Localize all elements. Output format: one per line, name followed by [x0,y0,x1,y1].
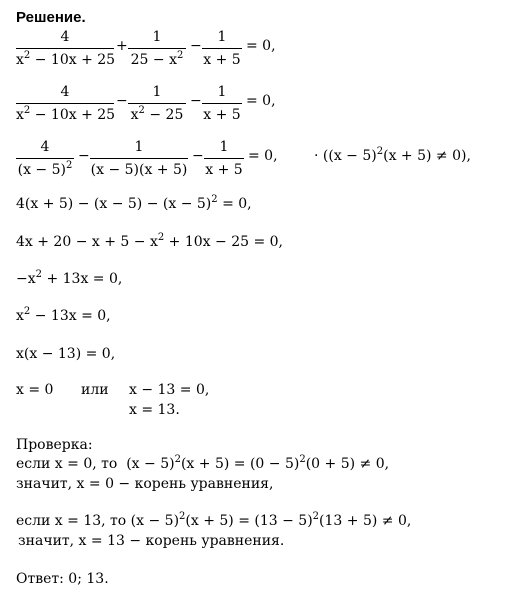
equation-step-5: $4x + 20 - x + 5 - x^2 + 10x - 25 = 0$, [16,232,283,250]
numerator: 1 [219,139,229,155]
check-case-2-conclusion: значит, x = 13 − корень уравнения. [18,533,285,549]
check-title: Проверка: [16,437,93,453]
operator: − [78,148,90,164]
equation-step-6: $-x^2 + 13x = 0$, [16,269,123,287]
numerator: 1 [152,84,162,100]
denominator: x + 5 [203,107,241,123]
equation-step-4: $4(x + 5) - (x - 5) - (x - 5)^2 = 0$, [16,194,252,212]
numerator: 4 [40,139,50,155]
operator: − [190,93,202,109]
equals-zero: = 0, [246,38,276,54]
operator: + [116,38,128,54]
check-case-1-conclusion: значит, x = 0 − корень уравнения, [16,476,274,492]
numerator: 1 [217,84,227,100]
domain-condition: · $((x - 5)^2(x + 5) \ne 0)$, [314,146,471,164]
denominator: $(x - 5)^2$ [17,160,73,178]
check-case-1: если x = 0, то $(x - 5)^2(x + 5) = (0 - 5)^2(0 + 5) \ne 0$, [16,454,390,472]
denominator: x + 5 [203,52,241,68]
denominator: $x^2 - 25$ [130,105,184,123]
operator: − [116,93,128,109]
equals-zero: = 0, [246,93,276,109]
numerator: 4 [60,29,70,45]
check-case-2: если x = 13, то $(x - 5)^2(x + 5) = (13 - 5)^2(13 + 5) \ne 0$, [16,511,412,529]
root-second-equation: x − 13 = 0, [129,382,210,398]
denominator: $25 - x^2$ [130,50,184,68]
denominator: $x^2 - 10x + 25$ [16,105,116,123]
equation-step-8: x(x − 13) = 0, [16,346,116,362]
denominator: $x^2 - 10x + 25$ [16,50,116,68]
numerator: 4 [60,84,70,100]
root-second: x = 13. [129,402,180,418]
denominator: x + 5 [205,162,243,178]
numerator: 1 [134,139,144,155]
numerator: 1 [152,29,162,45]
answer: Ответ: 0; 13. [16,571,109,587]
operator: − [192,148,204,164]
root-first: x = 0 [16,382,54,398]
or-word: или [81,382,109,398]
equals-zero: = 0, [248,148,278,164]
equation-step-7: $x^2 - 13x = 0$, [16,306,111,324]
operator: − [190,38,202,54]
solution-heading: Решение. [16,9,86,26]
denominator: (x − 5)(x + 5) [90,162,188,178]
numerator: 1 [217,29,227,45]
